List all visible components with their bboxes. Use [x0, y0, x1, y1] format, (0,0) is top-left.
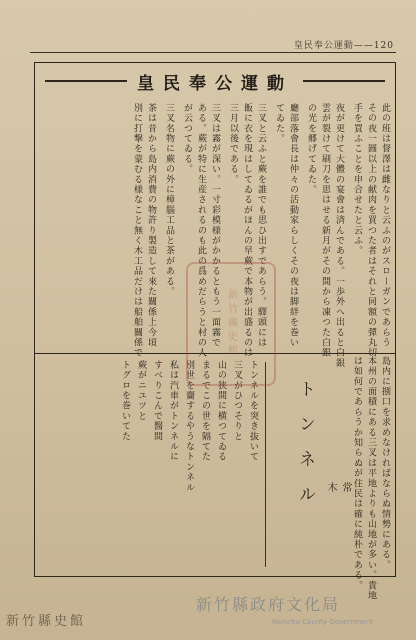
poem-line: トグロを巻いてた: [120, 360, 130, 442]
article-continuation-column: 島内に捌口を求めなければならぬ情勢にある。: [380, 356, 390, 571]
article-column: 三叉名物に蕨の外に樟腦工品と茶がある。: [164, 103, 174, 297]
poem-title: トンネル: [295, 380, 315, 520]
article-column: 三叉は霧が深い。一寸彩模様がかかるともう一面霧で: [210, 103, 220, 348]
title-rule-left: [45, 80, 127, 81]
article-column: 手を買ふことを申合せたと云ふ。: [352, 103, 362, 256]
poem-line: 私は汽車がトンネルに: [168, 360, 178, 462]
article-column: の光を郷げてゐた。: [306, 103, 316, 195]
article-column: ある。蕨が特に生産されるのも此の爲めだらうと村の人: [196, 103, 206, 358]
article-column: 三月以後である。: [228, 103, 238, 185]
poem-divider: [265, 362, 266, 567]
article-column: 雲が裂けて刷刀を思はせる新月がその間から凍つた白銀: [320, 103, 330, 358]
article-continuation-column: 本州の面積にある三叉は平地よりも山地が多い。貴地: [366, 356, 376, 601]
poem-line: すべりこんで醫間: [152, 360, 162, 442]
article-column: 夜が更けて大體の宴會は済んである。一歩外へ出ると白銀: [334, 103, 344, 369]
poem-line: まるでこの世を隔てた: [200, 360, 210, 462]
poem-line: 山の狭間に横つてゐる: [216, 360, 226, 462]
article-column: 飯に衣を現はしてゐるがほんの早蕨で本物が出盛るのは: [242, 103, 252, 358]
article-column: が云つてゐる。: [182, 103, 192, 175]
article-column: 茶は昔から島内消費の物許り製造して來た關係上今頃: [146, 103, 156, 348]
watermark-subtitle: Hsinchu County Government: [272, 618, 374, 626]
title-bar: [35, 70, 395, 92]
poem-line: 蕨がニユツと: [136, 360, 146, 422]
poem-author: 常 木: [325, 482, 351, 522]
header-rule: [30, 52, 396, 53]
poem-line: 別世を齎するやうなトンネル: [184, 360, 194, 493]
article-column: 三叉と云ふと蕨を誰でも思ひ出すであらう。驛頭には: [256, 103, 266, 348]
watermark: 新竹縣政府文化局: [196, 595, 341, 614]
library-stamp: 新竹縣史館: [186, 262, 276, 386]
running-head: 皇民奉公運動——120: [293, 41, 394, 51]
article-title: 皇民奉公運動: [137, 73, 293, 94]
library-label: 新竹縣史館: [6, 614, 87, 629]
title-rule-right: [303, 80, 385, 81]
article-column: 廳部落會長は仲々の活動家らしくその夜は脚絆を巻い: [288, 103, 298, 348]
article-column: 別に打撃を蒙むる様なこと無く木工品だけは船舶關係で: [132, 103, 142, 358]
article-continuation-column: は如何であらうか知らぬが住民は確に純朴である。: [352, 356, 362, 591]
article-column: その夜一圓以上の献肉を買つた者はそれと同額の彈丸切: [366, 103, 376, 358]
poem-line: 三叉がひつそりと: [232, 360, 242, 442]
article-column: 此の班は督澤は雌なりと云ふのがスローガンであらう: [380, 103, 390, 348]
poem-line: トンネルを突き抜いて: [248, 360, 258, 462]
article-column: てゐた。: [274, 103, 284, 144]
